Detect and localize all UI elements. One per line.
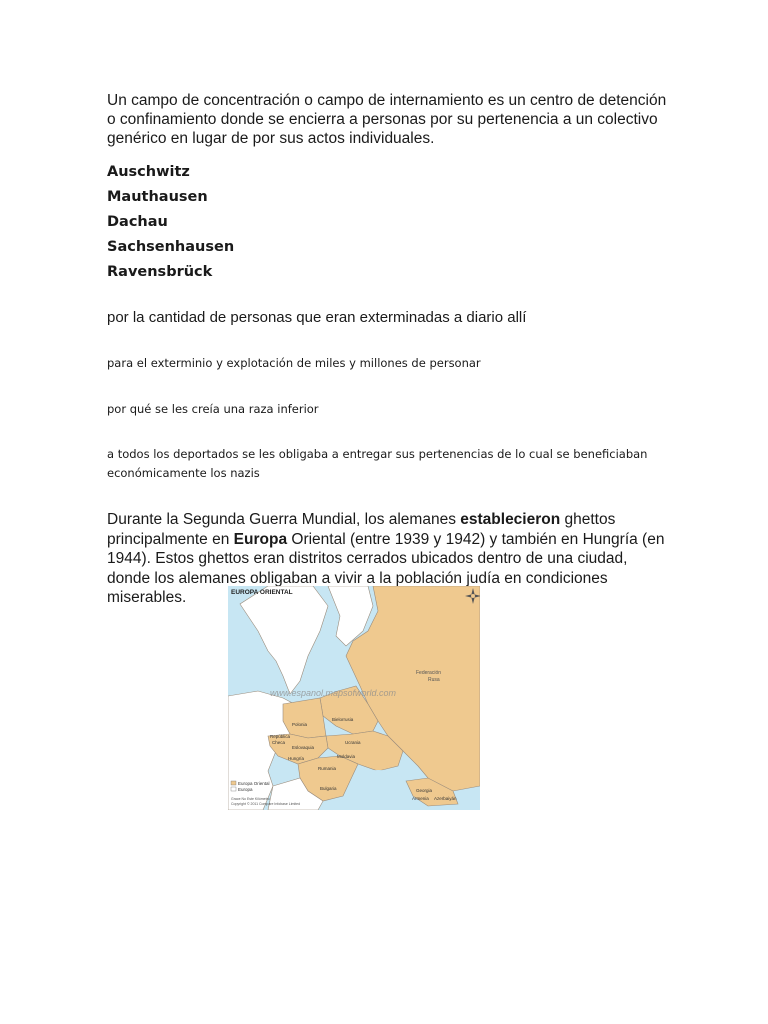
camps-list (107, 160, 234, 285)
legend-swatch-europe (231, 787, 236, 791)
camp-item: Auschwitz (107, 164, 190, 180)
label-russia: Rusa (428, 677, 440, 683)
map-graphic (228, 586, 480, 810)
black-sea (352, 770, 404, 794)
paragraph-text: Durante la Segunda Guerra Mundial, los alemanes (107, 511, 461, 528)
label-slovakia: Eslovaquia (292, 745, 315, 750)
label-russia: Federación (416, 670, 442, 676)
paragraph-text: ghettos principalmente en (107, 511, 616, 548)
label-armenia: Armenia (412, 796, 429, 801)
label-czech: República (270, 734, 291, 739)
paragraph-text: Oriental (entre 1939 y 1942) y también en Hungría (en 1944). Estos ghettos eran distritos cerrados ubicados dentro de una ciudad, donde los alemanes obligaban a vivir a la población judía en condiciones miserables. (107, 530, 665, 606)
paragraph-bold: establecieron (460, 511, 561, 528)
map-credit: Copyright © 2011 Compare Infobase Limited (231, 802, 301, 806)
intro-paragraph: Un campo de concentración o campo de internamiento es un centro de detención o confinamiento donde se encierra a personas por su pertenencia a un colectivo genérico en lugar de por sus actos individuales. (107, 92, 667, 147)
paragraph-bold: Europa (233, 530, 288, 548)
camp-item: Mauthausen (107, 189, 208, 205)
answer-text: para el exterminio y explotación de miles y millones de personar (107, 356, 481, 370)
camp-item: Sachsenhausen (107, 239, 235, 255)
label-georgia: Georgia (416, 788, 433, 793)
poland-region (283, 698, 326, 738)
answer-text: por qué se les creía una raza inferior (107, 402, 319, 416)
camp-item: Ravensbrück (107, 264, 213, 280)
map-watermark: www.espanol.mapsofworld.com (270, 688, 397, 698)
legend-label: Europa (238, 787, 253, 792)
label-belarus: Bielorrusia (332, 717, 354, 722)
label-czech: Checa (272, 740, 286, 745)
answer-text: a todos los deportados se les obligaba a entregar sus pertenencias de lo cual se beneficiaban económicamente los nazis (107, 447, 648, 480)
label-bulgaria: Bulgaria (320, 786, 337, 791)
camp-item: Dachau (107, 214, 168, 230)
answer-text: por la cantidad de personas que eran exterminadas a diario allí (107, 309, 527, 326)
label-romania: Rumania (318, 766, 337, 771)
eastern-europe-map (228, 586, 480, 810)
label-ukraine: Ucrania (345, 740, 361, 745)
label-poland: Polonia (292, 722, 308, 727)
label-azerbaijan: Azerbaiyán (434, 796, 457, 801)
map-credit: Grace No Este Kilómetro (231, 797, 270, 801)
map-title: EUROPA ORIENTAL (231, 589, 293, 596)
legend-label: Europa Oriental (238, 781, 270, 786)
label-moldova: Moldavia (337, 754, 356, 759)
legend-swatch-eastern (231, 781, 236, 785)
label-hungary: Hungría (288, 756, 305, 761)
